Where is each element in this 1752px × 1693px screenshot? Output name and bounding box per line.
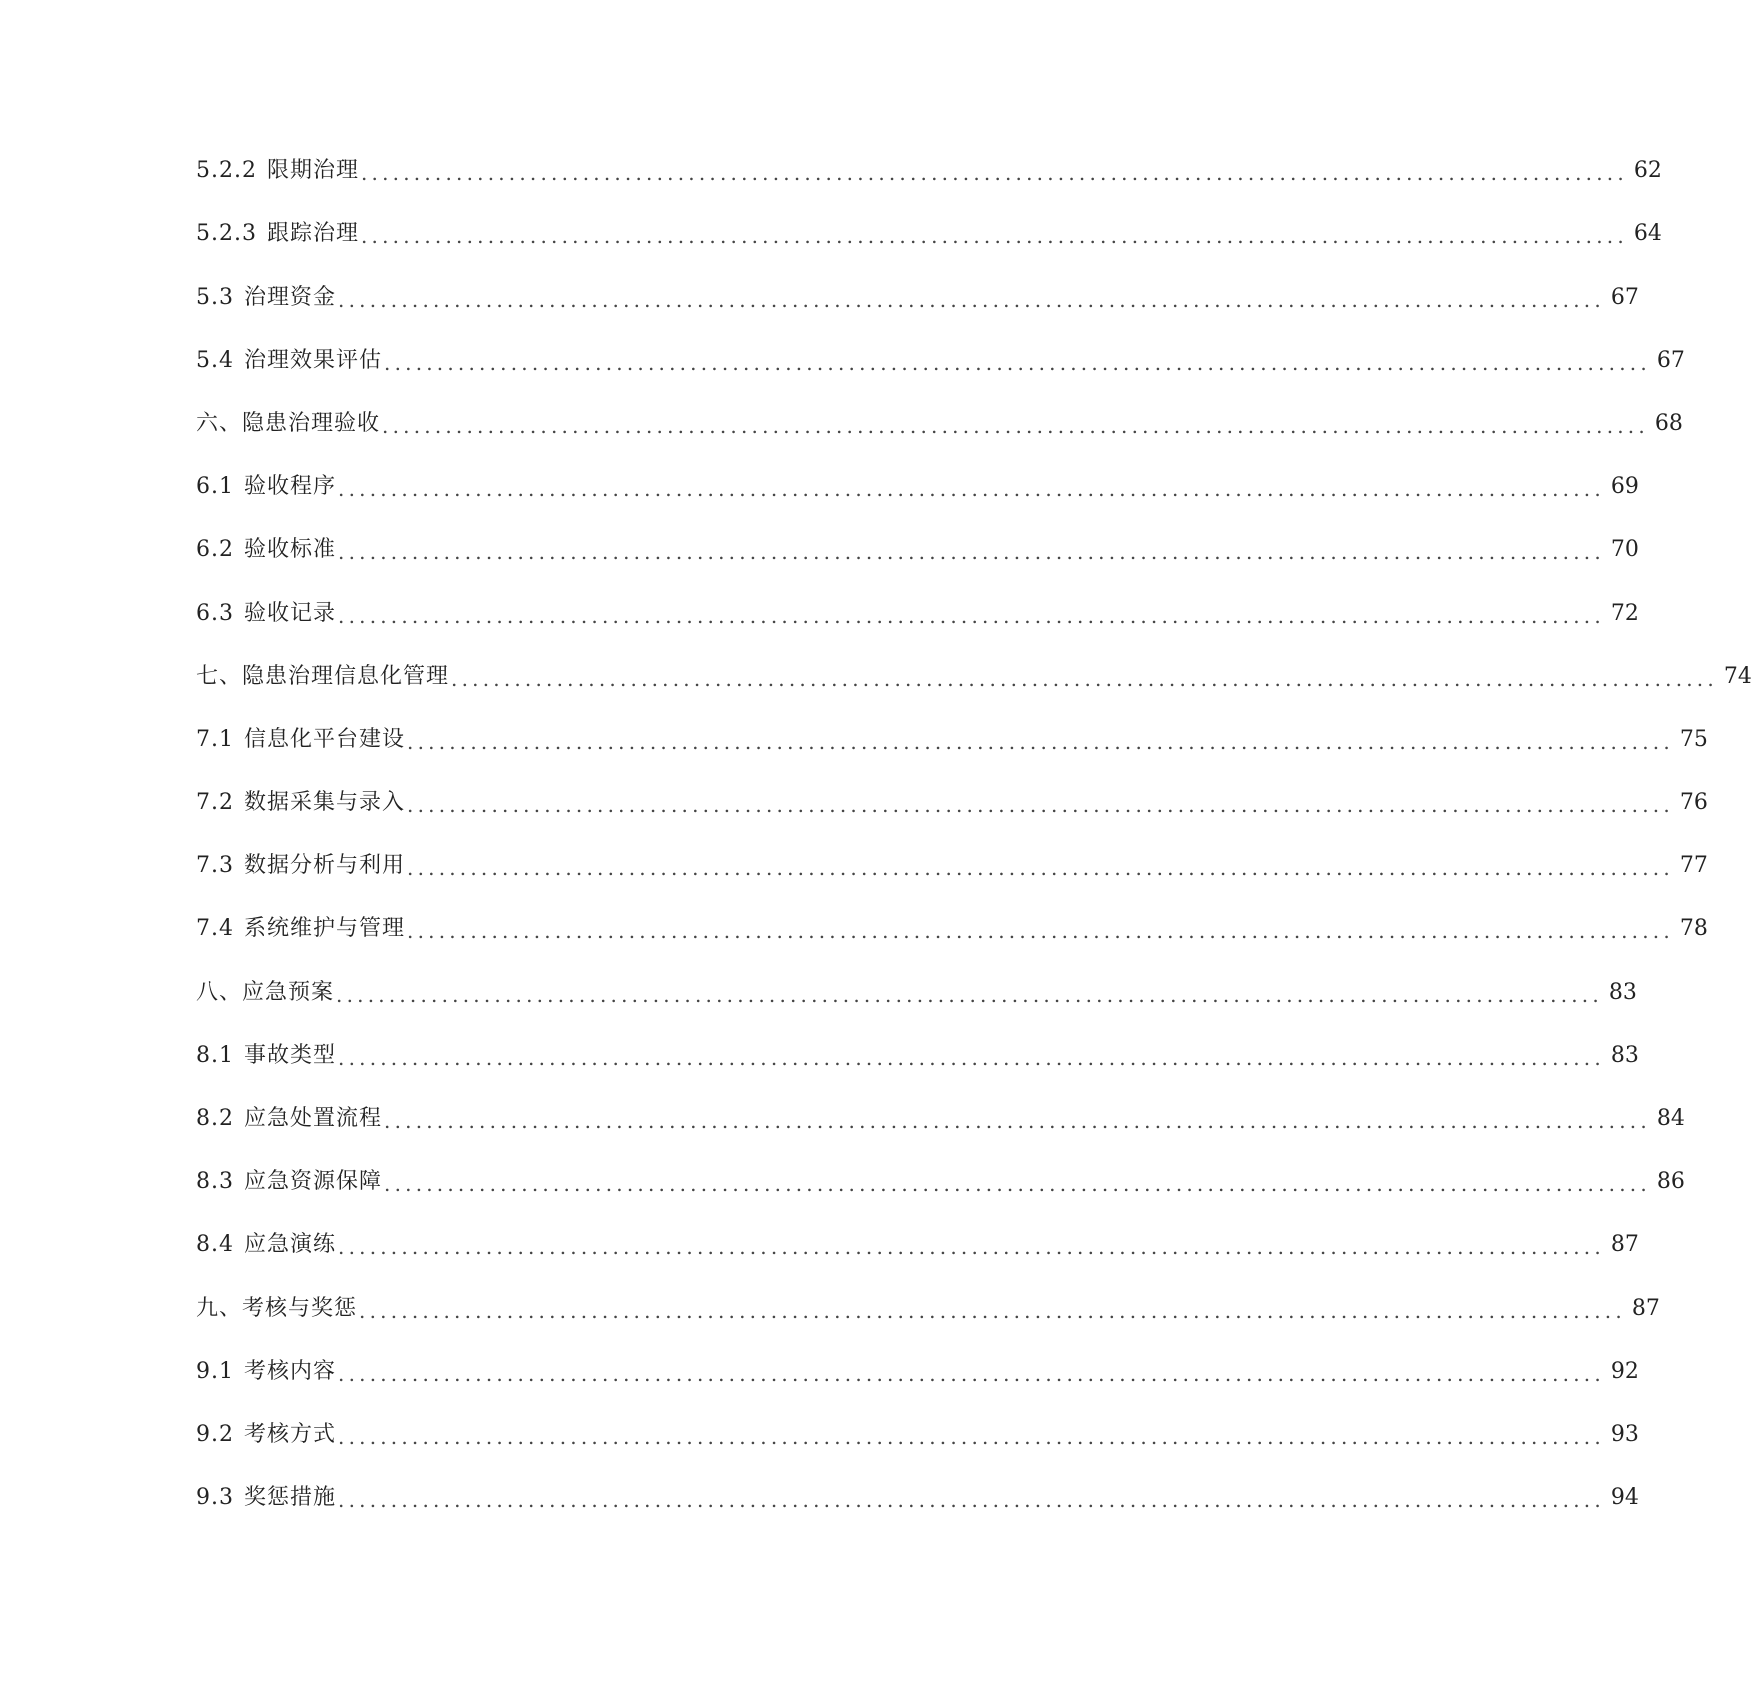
toc-dot-leader: ........................................................................................................................ [338, 1235, 1605, 1260]
toc-entry[interactable] [196, 329, 1685, 392]
toc-entry[interactable] [196, 1466, 1639, 1529]
toc-entry-title: 考核内容 [244, 1358, 337, 1384]
toc-entry[interactable] [196, 1340, 1639, 1403]
toc-entry-page: 83 [1610, 1042, 1639, 1068]
toc-entry[interactable] [196, 455, 1639, 518]
toc-entry-number: 7.4 [196, 916, 234, 942]
toc-entry-number: 8.2 [196, 1106, 234, 1131]
toc-entry-title: 数据采集与录入 [244, 790, 406, 816]
toc-entry-number: 5.2.2 [196, 158, 257, 184]
toc-dot-leader: ........................................................................................................................ [407, 793, 1674, 818]
toc-entry-number: 六、 [196, 410, 243, 436]
table-of-contents [196, 139, 1752, 1529]
toc-dot-leader: ........................................................................................................................ [361, 161, 1628, 186]
toc-entry-title: 信息化平台建设 [244, 726, 406, 752]
toc-dot-leader: ........................................................................................................................ [407, 919, 1674, 944]
toc-dot-leader: ........................................................................................................................ [382, 413, 1649, 438]
toc-entry-page: 62 [1633, 158, 1662, 184]
toc-entry-title: 隐患治理信息化管理 [242, 663, 450, 689]
toc-entry[interactable] [196, 708, 1708, 771]
toc-dot-leader: ........................................................................................................................ [361, 224, 1628, 249]
toc-dot-leader: ........................................................................................................................ [338, 540, 1605, 565]
toc-entry-page: 76 [1679, 790, 1708, 816]
toc-entry-page: 84 [1656, 1106, 1685, 1131]
toc-entry-page: 69 [1610, 474, 1639, 500]
toc-entry-page: 67 [1656, 347, 1685, 373]
toc-entry-number: 5.3 [196, 284, 234, 310]
toc-entry-number: 九、 [196, 1295, 243, 1321]
toc-entry-title: 限期治理 [266, 158, 359, 184]
toc-entry-title: 应急演练 [244, 1232, 337, 1258]
toc-dot-leader: ........................................................................................................................ [338, 1045, 1605, 1070]
toc-entry-page: 92 [1610, 1358, 1639, 1384]
toc-entry-number: 8.1 [196, 1042, 234, 1068]
toc-entry-number: 5.4 [196, 347, 234, 373]
toc-dot-leader: ........................................................................................................................ [336, 982, 1603, 1007]
toc-entry-page: 64 [1633, 221, 1662, 247]
toc-entry-title: 治理效果评估 [244, 347, 383, 373]
toc-entry-title: 应急预案 [242, 979, 335, 1005]
toc-dot-leader: ........................................................................................................................ [338, 1424, 1605, 1449]
toc-dot-leader: ........................................................................................................................ [384, 1109, 1651, 1133]
toc-entry-number: 9.3 [196, 1485, 234, 1511]
toc-entry[interactable] [196, 1403, 1639, 1466]
toc-entry-title: 奖惩措施 [244, 1485, 337, 1511]
toc-dot-leader: ........................................................................................................................ [407, 729, 1674, 754]
toc-entry-title: 验收标准 [244, 537, 337, 563]
toc-entry-title: 系统维护与管理 [244, 916, 406, 942]
toc-entry-title: 验收程序 [244, 474, 337, 500]
toc-entry-number: 7.3 [196, 853, 234, 879]
toc-entry[interactable] [196, 1213, 1639, 1276]
toc-dot-leader: ........................................................................................................................ [384, 350, 1651, 375]
toc-entry[interactable] [196, 265, 1639, 328]
toc-entry-number: 6.2 [196, 537, 234, 563]
toc-dot-leader: ........................................................................................................................ [407, 856, 1674, 881]
toc-entry-title: 考核与奖惩 [242, 1295, 358, 1321]
toc-entry-number: 七、 [196, 663, 243, 689]
toc-entry-page: 77 [1679, 853, 1708, 879]
toc-entry-page: 75 [1679, 726, 1708, 752]
toc-entry-page: 87 [1631, 1295, 1660, 1321]
toc-dot-leader: ........................................................................................................................ [384, 1172, 1651, 1197]
toc-entry[interactable] [196, 1024, 1639, 1087]
toc-entry-title: 应急处置流程 [244, 1106, 383, 1131]
toc-entry-number: 9.1 [196, 1358, 234, 1384]
toc-entry-page: 94 [1610, 1485, 1639, 1511]
toc-dot-leader: ........................................................................................................................ [338, 287, 1605, 312]
toc-dot-leader: ........................................................................................................................ [338, 1361, 1605, 1386]
toc-entry[interactable] [196, 1276, 1660, 1339]
toc-entry-page: 86 [1656, 1169, 1685, 1195]
toc-entry-number: 6.3 [196, 600, 234, 626]
toc-entry-title: 跟踪治理 [266, 221, 359, 247]
toc-entry-title: 考核方式 [244, 1421, 337, 1447]
toc-entry-page: 78 [1679, 916, 1708, 942]
toc-entry-number: 8.3 [196, 1169, 234, 1195]
toc-dot-leader: ........................................................................................................................ [359, 1298, 1626, 1323]
toc-entry-number: 八、 [196, 979, 243, 1005]
toc-entry-number: 8.4 [196, 1232, 234, 1258]
toc-entry[interactable] [196, 139, 1662, 202]
toc-entry-title: 治理资金 [244, 284, 337, 310]
toc-entry-page: 68 [1654, 410, 1683, 436]
toc-entry-number: 7.2 [196, 790, 234, 816]
toc-dot-leader: ........................................................................................................................ [338, 477, 1605, 502]
toc-entry-page: 67 [1610, 284, 1639, 310]
toc-entry-number: 6.1 [196, 474, 234, 500]
toc-entry-title: 事故类型 [244, 1042, 337, 1068]
toc-entry-page: 74 [1723, 663, 1752, 689]
toc-dot-leader: ........................................................................................................................ [338, 1488, 1605, 1513]
toc-entry-page: 93 [1610, 1421, 1639, 1447]
toc-entry-page: 83 [1608, 979, 1637, 1005]
toc-entry-page: 70 [1610, 537, 1639, 563]
toc-dot-leader: ........................................................................................................................ [451, 666, 1718, 691]
toc-entry-number: 9.2 [196, 1421, 234, 1447]
toc-entry[interactable] [196, 1087, 1685, 1150]
toc-entry-title: 应急资源保障 [244, 1169, 383, 1195]
toc-entry[interactable] [196, 581, 1639, 644]
toc-entry-number: 7.1 [196, 726, 234, 752]
toc-entry-number: 5.2.3 [196, 221, 257, 247]
toc-entry[interactable] [196, 392, 1683, 455]
toc-entry[interactable] [196, 960, 1637, 1023]
toc-entry[interactable] [196, 1150, 1685, 1213]
toc-entry-title: 隐患治理验收 [242, 410, 381, 436]
toc-entry[interactable] [196, 202, 1662, 265]
toc-entry[interactable] [196, 771, 1708, 834]
toc-entry-title: 验收记录 [244, 600, 337, 626]
toc-entry[interactable] [196, 645, 1752, 708]
toc-entry[interactable] [196, 897, 1708, 960]
toc-dot-leader: ........................................................................................................................ [338, 603, 1605, 628]
toc-entry-page: 72 [1610, 600, 1639, 626]
toc-entry-page: 87 [1610, 1232, 1639, 1258]
toc-entry[interactable] [196, 518, 1639, 581]
toc-entry-title: 数据分析与利用 [244, 853, 406, 879]
toc-entry[interactable] [196, 834, 1708, 897]
